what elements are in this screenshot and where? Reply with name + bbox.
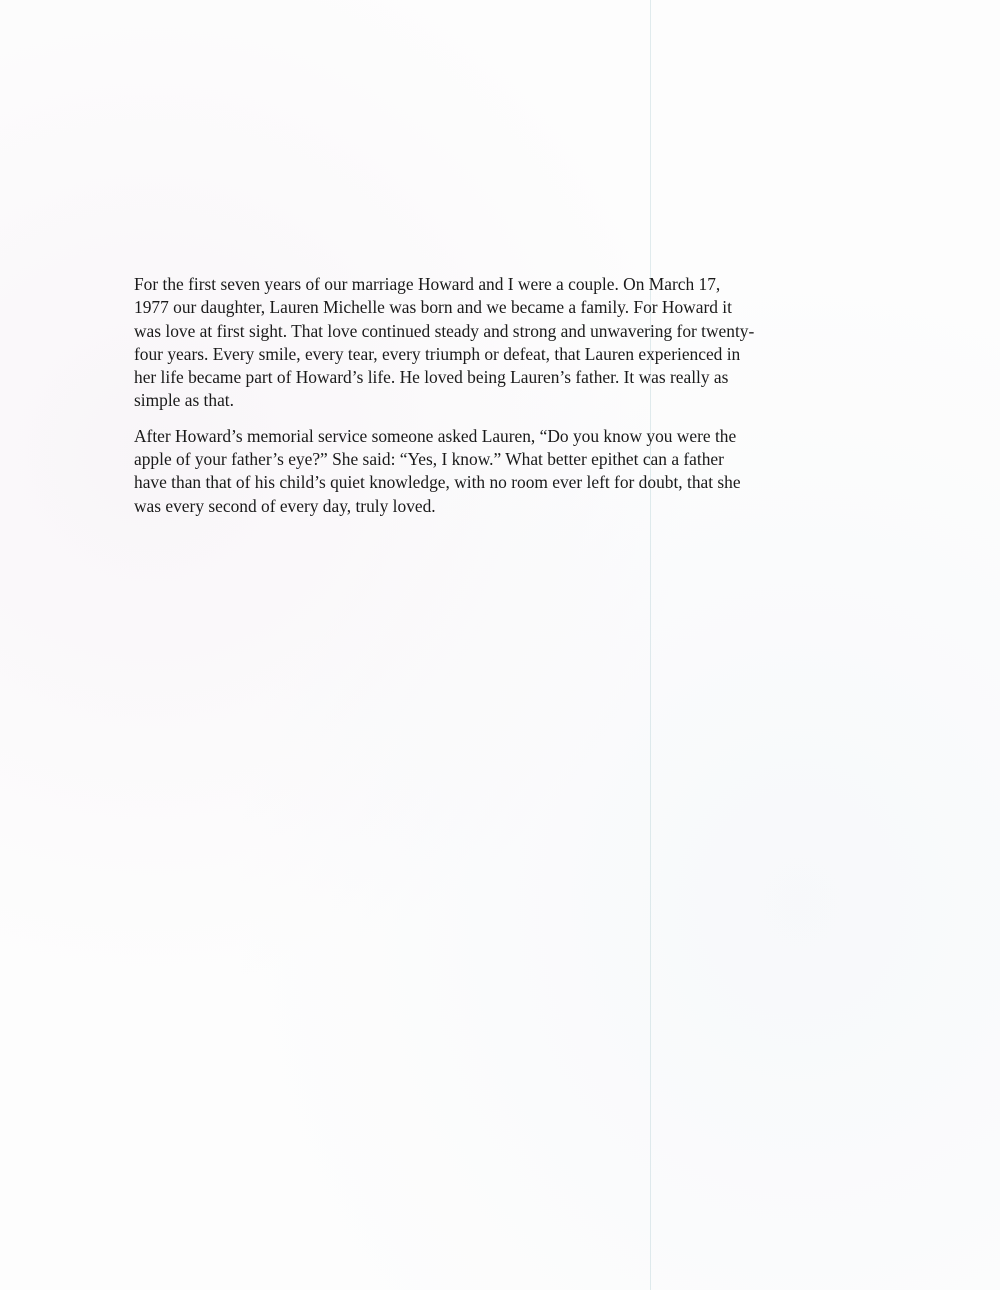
paragraph-line: was every second of every day, truly loved. [134,495,436,516]
paragraph-line: have than that of his child’s quiet knowledge, with no room ever left for doubt, that she [134,472,741,493]
paragraph-line: apple of your father’s eye?” She said: “Yes, I know.” What better epithet can a father [134,449,724,470]
paragraph-line: After Howard’s memorial service someone asked Lauren, “Do you know you were the [134,425,737,446]
paragraph-line: For the first seven years of our marriage Howard and I were a couple. On March 17, [134,274,721,294]
paragraph-line: 1977 our daughter, Lauren Michelle was born and we became a family. For Howard it [134,297,732,318]
paragraph-line: her life became part of Howard’s life. He loved being Lauren’s father. It was really as [134,367,729,388]
paragraph-2 [134,425,856,518]
page-fold-line [650,0,651,1290]
document-body [134,273,856,518]
paragraph-line: simple as that. [134,390,234,411]
paragraph-line: was love at first sight. That love continued steady and strong and unwavering for twenty- [134,320,755,341]
paragraph-1 [134,273,856,413]
paragraph-line: four years. Every smile, every tear, every triumph or defeat, that Lauren experienced in [134,343,741,364]
